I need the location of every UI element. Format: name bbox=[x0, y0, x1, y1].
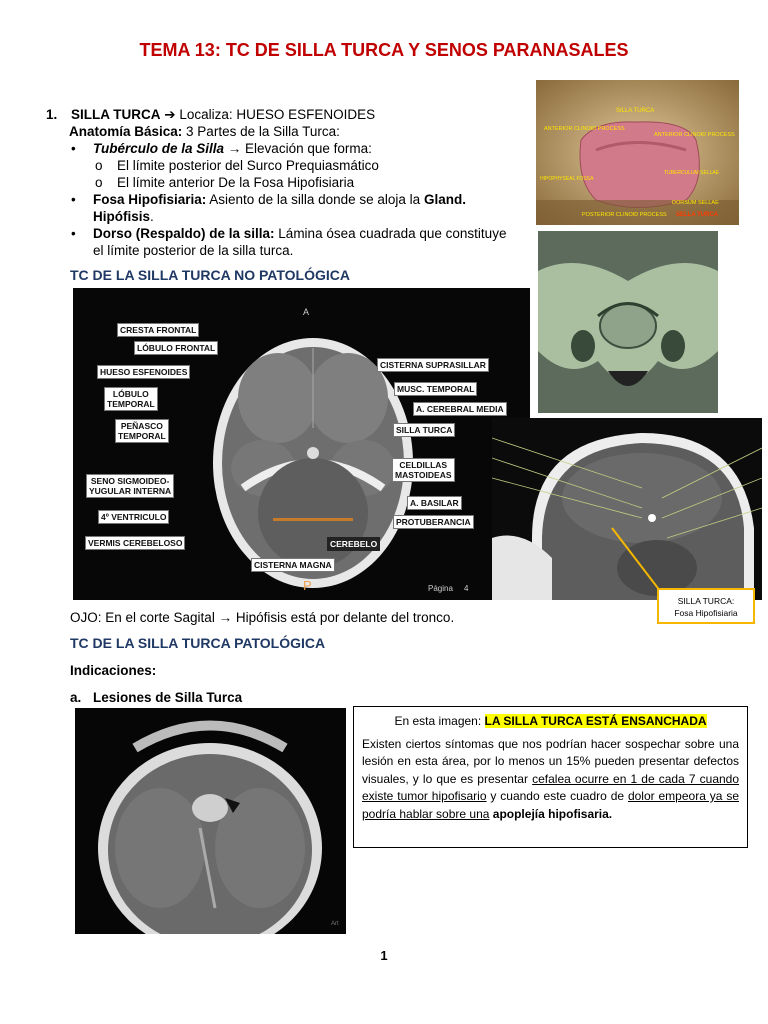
skull-base-render bbox=[538, 231, 718, 413]
item-label: Lesiones de Silla Turca bbox=[93, 690, 243, 705]
page-number: 1 bbox=[380, 948, 388, 963]
info-highlight: LA SILLA TURCA ESTÁ ENSANCHADA bbox=[484, 714, 707, 728]
skull-base-illustration bbox=[538, 231, 718, 413]
ct-label: A. BASILAR bbox=[407, 496, 462, 510]
anatomy-label: ANTERIOR CLINOID PROCESS bbox=[654, 132, 735, 138]
orientation-anterior: A bbox=[303, 307, 310, 317]
ct-label: CISTERNA MAGNA bbox=[251, 558, 335, 572]
note-line2: Fosa Hipofisiaria bbox=[674, 608, 738, 618]
sub-item: El límite anterior De la Fosa Hipofisiaria bbox=[117, 175, 355, 190]
anatomy-label: DORSUM SELLAE bbox=[672, 200, 719, 206]
anatomy-label: HIPOPHYSEAL FOSSA bbox=[540, 176, 594, 182]
info-lead: En esta imagen: bbox=[394, 714, 485, 728]
pathological-ct-illustration bbox=[75, 708, 346, 934]
ct-label: MUSC. TEMPORAL bbox=[394, 382, 477, 396]
note-line1: SILLA TURCA: bbox=[677, 596, 735, 606]
anatomia-text: 3 Partes de la Silla Turca: bbox=[182, 124, 340, 139]
bullet-text: Asiento de la silla donde se aloja la bbox=[206, 192, 424, 207]
ct-label: PROTUBERANCIA bbox=[393, 515, 474, 529]
sagittal-mri bbox=[492, 418, 762, 600]
ct-label: SENO SIGMOIDEO- YUGULAR INTERNA bbox=[86, 474, 174, 498]
anatomy-label: SILLA TURCA bbox=[616, 108, 655, 114]
bullet-icon: • bbox=[71, 226, 76, 241]
anatomy-label: POSTERIOR CLINOID PROCESS bbox=[582, 212, 667, 218]
bullet-icon: • bbox=[71, 141, 76, 156]
info-paragraph: Existen ciertos síntomas que nos podrían hacer sospechar sobre una lesión en esta área, por lo menos un 15% pueden presentar defectos visuales, y lo que es presentar cefalea ocurre en 1 de cada 7 cuando existe tumor hipofisario y cuando este cuadro de dolor empeora ya se podría hablar sobre una apoplejía hipofisaria. bbox=[362, 736, 740, 821]
localiza-text: Localiza: HUESO ESFENOIDES bbox=[175, 107, 376, 122]
ct-label: CELDILLAS MASTOIDEAS bbox=[392, 458, 455, 482]
arrow-icon: ➔ bbox=[164, 107, 176, 122]
sagittal-illustration bbox=[492, 418, 762, 600]
ct-label: HUESO ESFENOIDES bbox=[97, 365, 190, 379]
anatomy-photo bbox=[536, 80, 739, 225]
orientation-posterior: P bbox=[303, 578, 312, 593]
item-letter: a. bbox=[70, 690, 82, 705]
section-number: 1. bbox=[46, 107, 58, 122]
ct-patologica-heading: TC DE LA SILLA TURCA PATOLÓGICA bbox=[70, 635, 326, 651]
ct-label: LÓBULO TEMPORAL bbox=[104, 387, 158, 411]
page-title: TEMA 13: TC DE SILLA TURCA Y SENOS PARANASALES bbox=[139, 40, 629, 60]
bullet-label: Dorso (Respaldo) de la silla: bbox=[93, 226, 275, 241]
ct-label: CISTERNA SUPRASILLAR bbox=[377, 358, 489, 372]
bullet-text: Lámina ósea cuadrada que constituye bbox=[274, 226, 507, 241]
bullet-text: → Elevación que forma: bbox=[224, 141, 372, 156]
bullet-icon: • bbox=[71, 192, 76, 207]
anatomy-label: ANTERIOR CLINOID PROCESS bbox=[544, 126, 625, 132]
pagina-label: Página 4 bbox=[428, 584, 469, 593]
lesiones-item bbox=[70, 689, 242, 706]
section-silla-turca: 1. SILLA TURCA ➔ Localiza: HUESO ESFENOIDES Anatomía Básica: 3 Partes de la Silla Turca: • Tubérculo de la Silla → Elevación que forma: o El límite posterior del Surco Prequiasmático o El límite anterior De la Fosa Hipofisiaria • Fosa Hipofisiaria: Asiento de la silla donde se aloja la Gland. Hipófisis. • Dorso (Respaldo) de la silla: Lámina ósea cuadrada que constituye el límite posterior de la silla turca. bbox=[46, 107, 507, 258]
sagittal-note bbox=[657, 588, 755, 624]
section-heading: SILLA TURCA bbox=[71, 107, 161, 122]
indicaciones-label: Indicaciones: bbox=[70, 663, 157, 678]
gland-text: Gland. bbox=[423, 192, 466, 207]
ojo-note: OJO: En el corte Sagital → Hipófisis está por delante del tronco. bbox=[70, 610, 455, 625]
ct-label: VERMIS CEREBELOSO bbox=[85, 536, 185, 550]
anatomy-label: TUBERCULUM SELLAE bbox=[664, 170, 720, 176]
ct-label: CRESTA FRONTAL bbox=[117, 323, 199, 337]
ct-axial-patologica bbox=[75, 708, 346, 934]
sub-bullet-icon: o bbox=[95, 158, 103, 173]
info-box bbox=[353, 706, 748, 848]
dorso-line2: el límite posterior de la silla turca. bbox=[93, 243, 294, 258]
ct-label: CEREBELO bbox=[327, 537, 380, 551]
ct-label: PEÑASCO TEMPORAL bbox=[115, 419, 169, 443]
sub-bullet-icon: o bbox=[95, 175, 103, 190]
bullet-label: Fosa Hipofisiaria: bbox=[93, 192, 207, 207]
sub-item: El límite posterior del Surco Prequiasmático bbox=[117, 158, 379, 173]
ct-label: SILLA TURCA bbox=[393, 423, 455, 437]
anatomia-label: Anatomía Básica: bbox=[69, 124, 183, 139]
ct-label: A. CEREBRAL MEDIA bbox=[413, 402, 507, 416]
ct-label: 4º VENTRICULO bbox=[98, 510, 169, 524]
ct-label: LÓBULO FRONTAL bbox=[134, 341, 218, 355]
hipofisis-text: Hipófisis bbox=[93, 209, 151, 224]
bullet-label: Tubérculo de la Silla bbox=[93, 141, 225, 156]
ct-normal-heading: TC DE LA SILLA TURCA NO PATOLÓGICA bbox=[70, 267, 350, 283]
watermark: Art bbox=[331, 921, 339, 927]
anatomy-label: SELLA TURCA bbox=[676, 212, 719, 218]
